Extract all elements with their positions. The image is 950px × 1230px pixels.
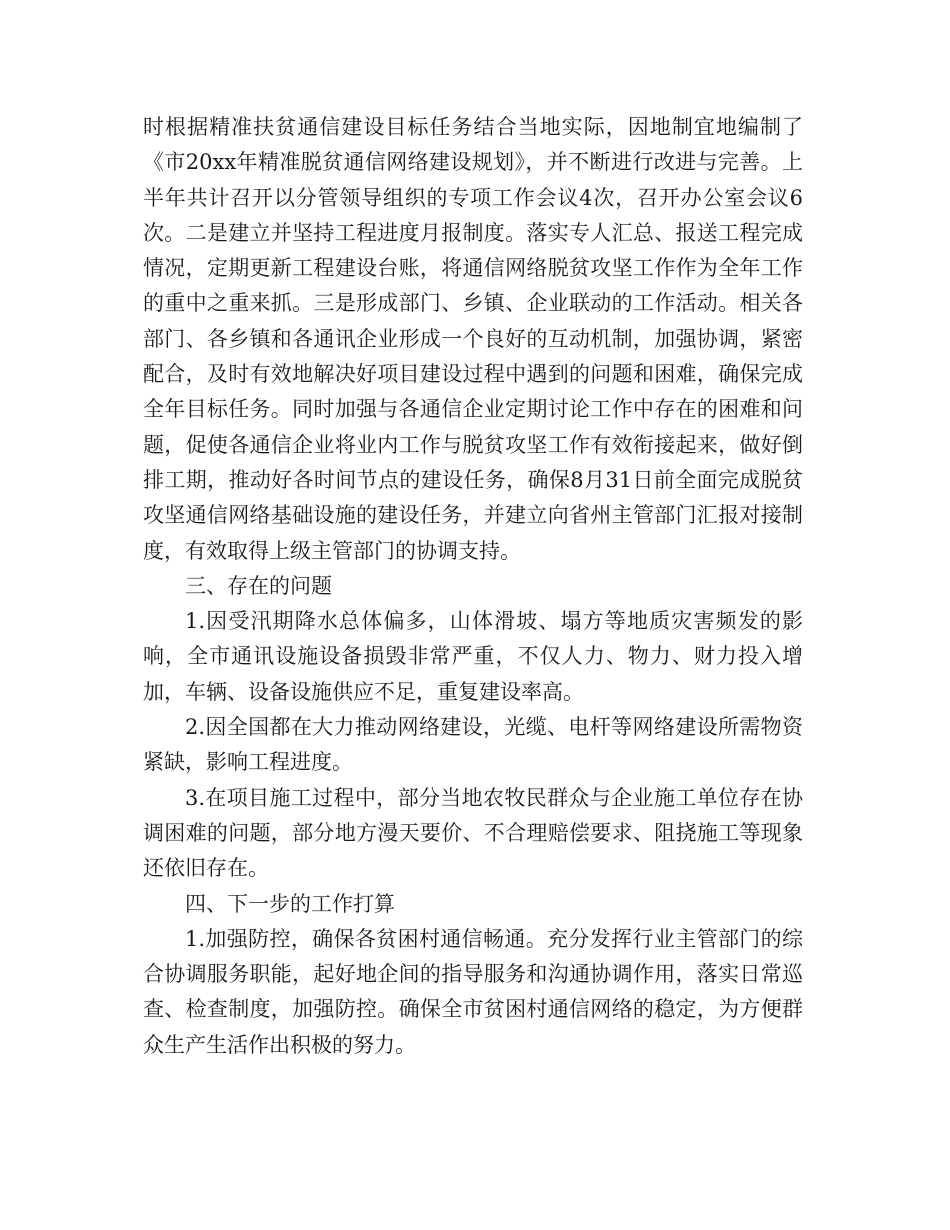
paragraph-continuation: 时根据精准扶贫通信建设目标任务结合当地实际，因地制宜地编制了《市20xx年精准脱贫通信网络建设规划》，并不断进行改进与完善。上半年共计召开以分管领导组织的专项工作会议4次，召开办公室会议6次。二是建立并坚持工程进度月报制度。落实专人汇总、报送工程完成情况，定期更新工程建设台账，将通信网络脱贫攻坚工作作为全年工作的重中之重来抓。三是形成部门、乡镇、企业联动的工作活动。相关各部门、各乡镇和各通讯企业形成一个良好的互动机制，加强协调，紧密配合，及时有效地解决好项目建设过程中遇到的问题和困难，确保完成全年目标任务。同时加强与各通信企业定期讨论工作中存在的困难和问题，促使各通信企业将业内工作与脱贫攻坚工作有效衔接起来，做好倒排工期，推动好各时间节点的建设任务，确保8月31日前全面完成脱贫攻坚通信网络基础设施的建设任务，并建立向省州主管部门汇报对接制度，有效取得上级主管部门的协调支持。 xyxy=(143,115,803,563)
document-body xyxy=(143,110,803,1063)
section-heading-problems: 三、存在的问题 xyxy=(185,573,332,598)
next-step-item-1: 1.加强防控，确保各贫困村通信畅通。充分发挥行业主管部门的综合协调服务职能，起好地企间的指导服务和沟通协调作用，落实日常巡查、检查制度，加强防控。确保全市贫困村通信网络的稳定，为方便群众生产生活作出积极的努力。 xyxy=(143,926,803,1057)
problem-item-2: 2.因全国都在大力推动网络建设，光缆、电杆等网络建设所需物资紧缺，影响工程进度。 xyxy=(143,715,803,775)
problem-item-3: 3.在项目施工过程中，部分当地农牧民群众与企业施工单位存在协调困难的问题，部分地方漫天要价、不合理赔偿要求、阻挠施工等现象还依旧存在。 xyxy=(143,785,803,881)
section-heading-next-steps: 四、下一步的工作打算 xyxy=(185,891,395,916)
problem-item-1: 1.因受汛期降水总体偏多，山体滑坡、塌方等地质灾害频发的影响，全市通讯设施设备损毁非常严重，不仅人力、物力、财力投入增加，车辆、设备设施供应不足，重复建设率高。 xyxy=(143,609,803,704)
